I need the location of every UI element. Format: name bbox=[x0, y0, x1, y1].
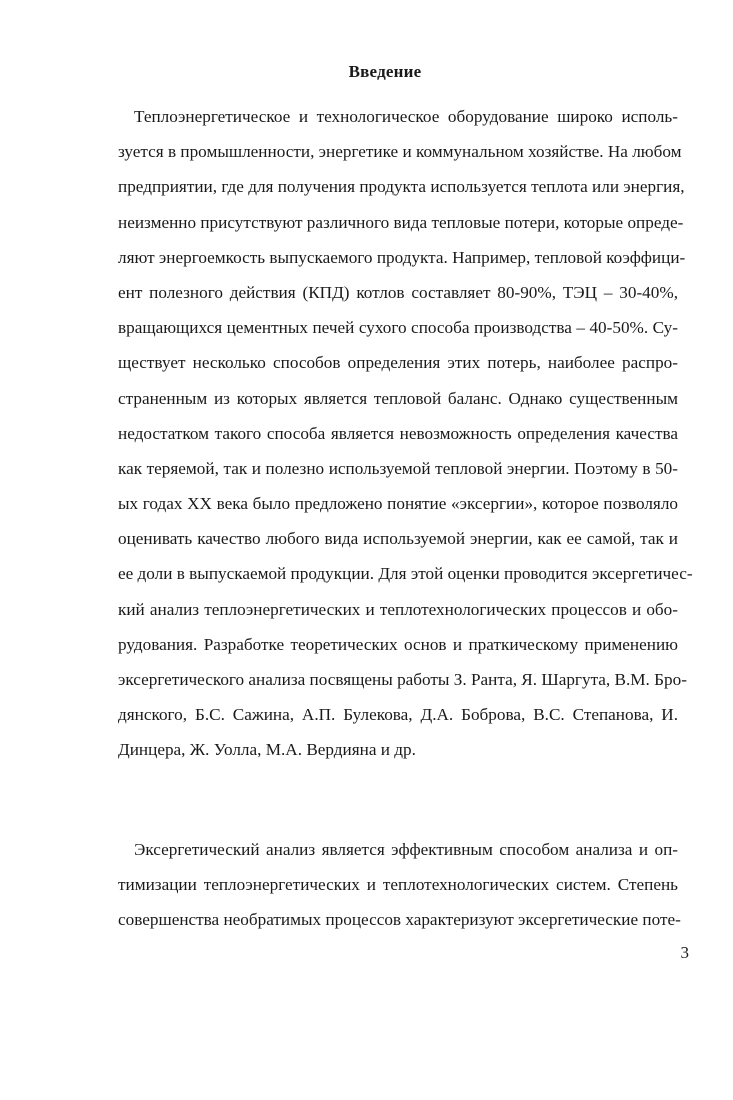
text-line: ляют энергоемкость выпускаемого продукта. Например, тепловой коэффици- bbox=[118, 247, 686, 267]
text-line: вращающихся цементных печей сухого способа производства – 40-50%. Су- bbox=[118, 318, 678, 338]
text-line: ент полезного действия (КПД) котлов составляет 80-90%, ТЭЦ – 30-40%, bbox=[118, 282, 678, 302]
text-line: неизменно присутствуют различного вида тепловые потери, которые опреде- bbox=[118, 212, 684, 232]
text-line: Теплоэнергетическое и технологическое оборудование широко исполь- bbox=[134, 107, 678, 126]
text-line: ее доли в выпускаемой продукции. Для этой оценки проводится эксергетичес- bbox=[118, 564, 693, 584]
text-line: ых годах XX века было предложено понятие «эксергии», которое позволяло bbox=[118, 494, 678, 514]
page-number: 3 bbox=[680, 943, 689, 962]
text-line: совершенства необратимых процессов характеризуют эксергетические поте- bbox=[118, 910, 681, 930]
text-line: предприятии, где для получения продукта используется теплота или энергия, bbox=[118, 177, 685, 197]
text-line: эксергетического анализа посвящены работы З. Ранта, Я. Шаргута, В.М. Бро- bbox=[118, 670, 687, 689]
text-line: рудования. Разработке теоретических основ и праткическому применению bbox=[118, 634, 678, 654]
text-line: дянского, Б.С. Сажина, А.П. Булекова, Д.А. Боброва, В.С. Степанова, И. bbox=[118, 705, 678, 725]
paragraph-2 bbox=[118, 832, 681, 938]
text-line: страненным из которых является тепловой баланс. Однако существенным bbox=[118, 388, 678, 408]
page-title: Введение bbox=[348, 62, 422, 81]
text-line: оценивать качество любого вида используемой энергии, как ее самой, так и bbox=[118, 529, 678, 549]
text-line: тимизации теплоэнергетических и теплотехнологических систем. Степень bbox=[118, 875, 678, 895]
paragraph-1 bbox=[118, 99, 693, 768]
text-line: кий анализ теплоэнергетических и теплотехнологических процессов и обо- bbox=[118, 599, 678, 619]
text-line: недостатком такого способа является невозможность определения качества bbox=[118, 423, 678, 443]
text-line: зуется в промышленности, энергетике и коммунальном хозяйстве. На любом bbox=[118, 142, 682, 162]
text-line: Динцера, Ж. Уолла, М.А. Вердияна и др. bbox=[118, 740, 416, 760]
text-line: Эксергетический анализ является эффективным способом анализа и оп- bbox=[134, 840, 678, 859]
text-line: как теряемой, так и полезно используемой тепловой энергии. Поэтому в 50- bbox=[118, 458, 678, 478]
text-line: ществует несколько способов определения этих потерь, наиболее распро- bbox=[118, 353, 678, 373]
